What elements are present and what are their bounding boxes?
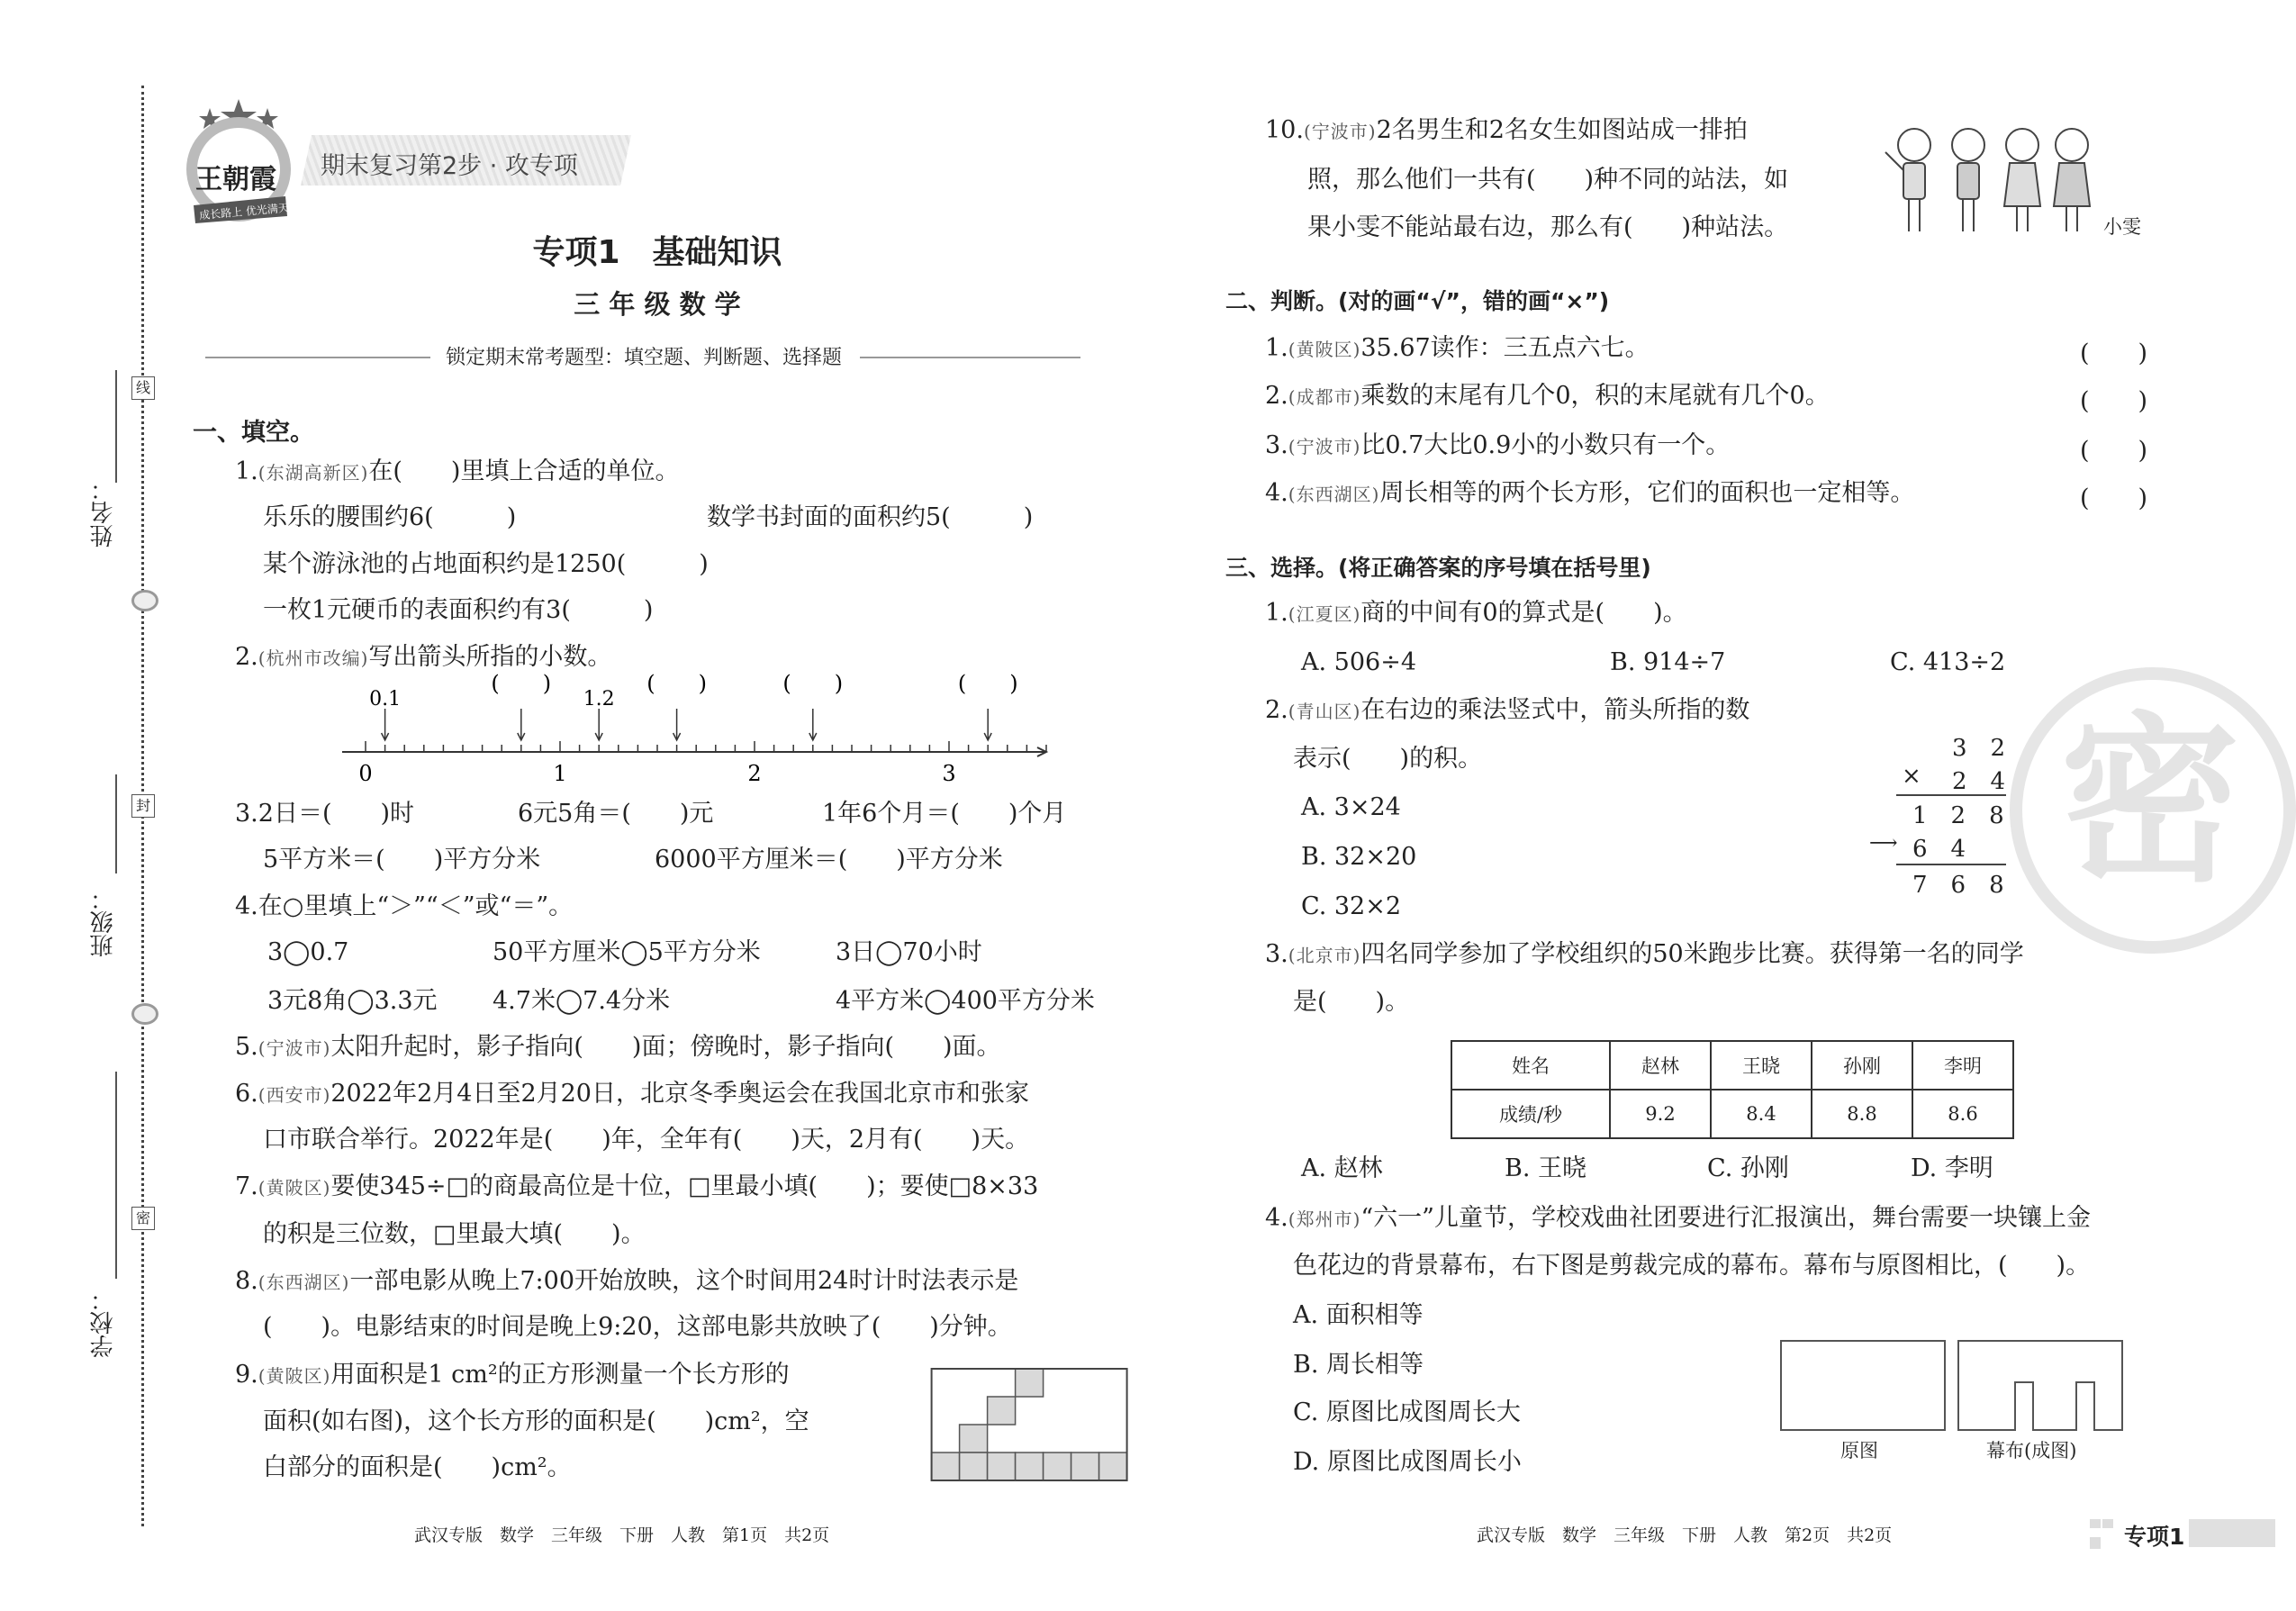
- q-text: 周长相等的两个长方形，它们的面积也一定相等。: [1379, 479, 1915, 507]
- q4-item-f: 4平方米◯400平方分米: [836, 987, 1095, 1015]
- figure-label-original: 原图: [1840, 1440, 1878, 1462]
- table-cell: 成绩/秒: [1451, 1090, 1610, 1138]
- shaded-square: [1016, 1453, 1044, 1480]
- q-text: 写出箭头所指的小数。: [368, 643, 612, 671]
- shaded-square: [988, 1453, 1016, 1480]
- q-number: 3.: [1265, 431, 1288, 459]
- q-region-tag: (东湖高新区): [258, 462, 369, 484]
- q3-item-a: 2日＝( )时: [258, 800, 415, 828]
- arrow-value-label: 1.2: [583, 688, 615, 710]
- q-region-tag: (东西湖区): [258, 1272, 350, 1293]
- watermark-seal: [2006, 667, 2276, 943]
- tick-label: 0: [358, 761, 373, 786]
- q-text: 35.67读作：三五点六七。: [1360, 334, 1650, 362]
- curtain-figures: [1778, 1338, 2125, 1434]
- q-region-tag: (江夏区): [1288, 603, 1361, 625]
- q-number: 6.: [235, 1080, 258, 1108]
- table-cell: 赵林: [1610, 1041, 1711, 1090]
- shaded-square: [988, 1397, 1016, 1425]
- q-text: 四名同学参加了学校组织的50米跑步比赛。获得第一名的同学: [1360, 940, 2024, 968]
- calc-row: 3 2: [1952, 735, 2006, 762]
- question-1: [235, 457, 679, 488]
- q-region-tag: (宁波市): [258, 1037, 331, 1059]
- class-label: 班级：: [90, 887, 117, 957]
- q-region-tag: (黄陂区): [1288, 339, 1361, 360]
- school-underline: [115, 1072, 117, 1279]
- q-number: 1.: [235, 457, 258, 485]
- q-region-tag: (黄陂区): [258, 1177, 331, 1199]
- tick-label: 1: [553, 761, 567, 786]
- choice-q1: [1265, 598, 1687, 629]
- tick-label: 3: [942, 761, 956, 786]
- q-text: 商的中间有0的算式是( )。: [1360, 599, 1687, 627]
- q4-item-b: 50平方厘米◯5平方分米: [493, 938, 761, 966]
- q-number: 10.: [1265, 116, 1304, 144]
- answer-blank: ( ): [491, 671, 552, 696]
- table-header-row: [1451, 1041, 2013, 1090]
- q-number: 4.: [1265, 1204, 1288, 1232]
- option-d: D. 原图比成图周长小: [1293, 1448, 1522, 1476]
- option-c: C. 孙刚: [1707, 1154, 1789, 1182]
- q-text: 要使345÷□的商最高位是十位，□里最小填( )；要使□8×33: [330, 1172, 1039, 1200]
- curtain-shape: [1958, 1341, 2122, 1430]
- watermark-text: 密: [2060, 697, 2241, 907]
- q-text: 比0.7大比0.9小的小数只有一个。: [1360, 431, 1731, 459]
- tagline-rule-left: [205, 357, 430, 358]
- q10-text-cont: 照，那么他们一共有( )种不同的站法，如: [1307, 166, 1789, 194]
- table-cell: 8.8: [1812, 1090, 1912, 1138]
- choice-q2-cont: 表示( )的积。: [1293, 745, 1483, 773]
- question-7: [235, 1172, 1038, 1203]
- q7-text-cont: 的积是三位数，□里最大填( )。: [263, 1220, 646, 1248]
- calc-rule: [1896, 864, 2006, 865]
- four-children-illustration: [1878, 116, 2103, 242]
- option-c: C. 原图比成图周长大: [1293, 1398, 1521, 1426]
- calc-rule: [1896, 794, 2006, 796]
- option-c: C. 32×2: [1301, 892, 1402, 920]
- kid-label: 小雯: [2103, 216, 2141, 238]
- q3-item-b: 6元5角＝( )元: [518, 800, 714, 828]
- margin-mark-line: 线: [131, 376, 155, 400]
- calc-row: 1 2 8: [1912, 802, 2004, 829]
- table-cell: 8.4: [1711, 1090, 1812, 1138]
- tf-item-2: [1265, 381, 1830, 412]
- option-a: A. 赵林: [1301, 1154, 1383, 1182]
- table-cell: 王晓: [1711, 1041, 1812, 1090]
- race-results-table: [1451, 1040, 2014, 1139]
- q-number: 3.: [235, 800, 258, 828]
- q6-text-cont: 口市联合举行。2022年是( )年，全年有( )天，2月有( )天。: [263, 1126, 1030, 1154]
- q-text: 用面积是1 cm²的正方形测量一个长方形的: [330, 1361, 790, 1389]
- multiply-sign: ×: [1902, 763, 1921, 790]
- q9-text-cont: 面积(如右图)，这个长方形的面积是( )cm²，空: [263, 1407, 809, 1435]
- margin-mark-secret: 密: [131, 1207, 155, 1230]
- answer-blank[interactable]: ( ): [2080, 437, 2148, 465]
- question-2: [235, 642, 611, 674]
- table-cell: 李明: [1912, 1041, 2013, 1090]
- answer-blank: ( ): [957, 671, 1018, 696]
- arrow-value-label: 0.1: [369, 688, 402, 710]
- tf-item-1: [1265, 333, 1650, 365]
- option-c: C. 413÷2: [1890, 648, 2006, 676]
- question-4: [235, 891, 573, 922]
- table-cell: 9.2: [1610, 1090, 1711, 1138]
- shaded-square: [960, 1453, 988, 1480]
- q-region-tag: (郑州市): [1288, 1208, 1361, 1230]
- q-number: 2.: [1265, 382, 1288, 410]
- q-region-tag: (杭州市改编): [258, 647, 369, 669]
- tf-item-4: [1265, 478, 1914, 510]
- shaded-square: [1016, 1369, 1044, 1397]
- option-b: B. 32×20: [1301, 843, 1417, 871]
- answer-blank: ( ): [646, 671, 707, 696]
- choice-q3-cont: 是( )。: [1293, 988, 1410, 1016]
- section-heading-fill-blank: 一、填空。: [193, 419, 314, 447]
- q10-text-cont2: 果小雯不能站最右边，那么有( )种站法。: [1307, 213, 1789, 241]
- q-text: 2022年2月4日至2月20日，北京冬季奥运会在我国北京市和张家: [330, 1080, 1029, 1108]
- shaded-square: [1099, 1453, 1127, 1480]
- shaded-square: [1044, 1453, 1071, 1480]
- brand-slogan: 成长路上 优光满天: [198, 201, 290, 222]
- option-b: B. 914÷7: [1610, 648, 1726, 676]
- section-heading-true-false: 二、判断。(对的画“√”，错的画“×”): [1225, 288, 1610, 314]
- q1-item-b: 数学书封面的面积约5( ): [707, 503, 1034, 531]
- original-rectangle: [1781, 1341, 1945, 1430]
- q-number: 8.: [235, 1267, 258, 1295]
- q-region-tag: (成都市): [1288, 386, 1361, 408]
- school-label: 学校：: [90, 1288, 117, 1358]
- q-text: 一部电影从晚上7:00开始放映，这个时间用24时计时法表示是: [349, 1267, 1019, 1295]
- tick-label: 2: [747, 761, 762, 786]
- q-text: 2名男生和2名女生如图站成一排拍: [1376, 116, 1748, 144]
- table-cell: 姓名: [1451, 1041, 1610, 1090]
- option-a: A. 3×24: [1301, 793, 1401, 821]
- q-number: 1.: [1265, 599, 1288, 627]
- option-a: A. 506÷4: [1301, 648, 1416, 676]
- number-line: [333, 671, 1062, 792]
- answer-blank: ( ): [782, 671, 844, 696]
- option-b: B. 周长相等: [1293, 1351, 1424, 1379]
- q-text: 在( )里填上合适的单位。: [368, 457, 680, 485]
- choice-q4: [1265, 1203, 2091, 1235]
- q4-item-c: 3日◯70小时: [836, 938, 982, 966]
- q-number: 2.: [1265, 696, 1288, 724]
- q-text: 在右边的乘法竖式中，箭头所指的数: [1360, 696, 1750, 724]
- q-region-tag: (宁波市): [1303, 121, 1377, 142]
- q-number: 7.: [235, 1172, 258, 1200]
- answer-blank[interactable]: ( ): [2080, 387, 2148, 415]
- calc-row: 6 4: [1912, 836, 1966, 863]
- question-8: [235, 1266, 1018, 1298]
- tf-item-3: [1265, 430, 1730, 462]
- brand-logo: [176, 99, 302, 225]
- shaded-square: [960, 1425, 988, 1453]
- q-region-tag: (黄陂区): [258, 1365, 331, 1387]
- footer-right: 武汉专版 数学 三年级 下册 人教 第2页 共2页: [1477, 1525, 1893, 1545]
- q-number: 4.: [1265, 479, 1288, 507]
- banner-text: 期末复习第2步 · 攻专项: [321, 152, 578, 180]
- choice-q2: [1265, 695, 1749, 727]
- q-region-tag: (西安市): [258, 1084, 331, 1106]
- q3-item-e: 6000平方厘米＝( )平方分米: [655, 846, 1003, 873]
- q-region-tag: (宁波市): [1288, 436, 1361, 457]
- vertical-multiplication: [1869, 729, 2004, 910]
- q-number: 9.: [235, 1361, 258, 1389]
- figure-label-curtain: 幕布(成图): [1986, 1440, 2077, 1462]
- calc-row: 7 6 8: [1912, 872, 2004, 899]
- option-b: B. 王晓: [1505, 1154, 1587, 1182]
- calc-row: 2 4: [1952, 768, 2006, 795]
- question-6: [235, 1079, 1029, 1110]
- q-text: 乘数的末尾有几个0，积的末尾就有几个0。: [1360, 382, 1830, 410]
- q-number: 2.: [235, 643, 258, 671]
- q-text: 太阳升起时，影子指向( )面；傍晚时，影子指向( )面。: [330, 1033, 1001, 1061]
- q-number: 1.: [1265, 334, 1288, 362]
- name-underline: [115, 370, 117, 483]
- swirl-icon: [131, 1003, 158, 1025]
- section-heading-choice: 三、选择。(将正确答案的序号填在括号里): [1225, 555, 1651, 581]
- page-subtitle: 三 年 级 数 学: [574, 289, 741, 320]
- brand-name: 王朝霞: [195, 164, 276, 195]
- tagline: 锁定期末常考题型：填空题、判断题、选择题: [446, 347, 843, 369]
- q3-item-c: 1年6个月＝( )个月: [822, 800, 1067, 828]
- page-title: 专项1 基础知识: [532, 234, 782, 271]
- tagline-rule-right: [860, 357, 1080, 358]
- table-row: [1451, 1090, 2013, 1138]
- q3-item-d: 5平方米＝( )平方分米: [263, 846, 541, 873]
- answer-blank[interactable]: ( ): [2080, 339, 2148, 367]
- table-cell: 8.6: [1912, 1090, 2013, 1138]
- badge-text: 专项1: [2124, 1524, 2185, 1550]
- q4-item-d: 3元8角◯3.3元: [267, 987, 438, 1015]
- shaded-square: [932, 1453, 960, 1480]
- question-9: [235, 1360, 790, 1391]
- q1-item-a: 乐乐的腰围约6( ): [263, 503, 517, 531]
- q9-text-cont2: 白部分的面积是( )cm²。: [263, 1453, 572, 1481]
- q1-item-d: 一枚1元硬币的表面积约有3( ): [263, 596, 654, 624]
- table-cell: 孙刚: [1812, 1041, 1912, 1090]
- answer-blank[interactable]: ( ): [2080, 484, 2148, 512]
- question-5: [235, 1032, 1001, 1063]
- q-region-tag: (东西湖区): [1288, 484, 1380, 505]
- q8-text-cont: ( )。电影结束的时间是晚上9:20，这部电影共放映了( )分钟。: [263, 1313, 1012, 1341]
- footer-left: 武汉专版 数学 三年级 下册 人教 第1页 共2页: [414, 1525, 830, 1545]
- q-text: “六一”儿童节，学校戏曲社团要进行汇报演出，舞台需要一块镶上金: [1360, 1204, 2091, 1232]
- pointer-arrow-icon: ⟶: [1869, 832, 1898, 855]
- q-text: 在○里填上“＞”“＜”或“＝”。: [258, 892, 574, 920]
- q4-item-a: 3◯0.7: [267, 938, 349, 966]
- choice-q3: [1265, 939, 2024, 971]
- swirl-icon: [131, 590, 158, 611]
- q4-item-e: 4.7米◯7.4分米: [493, 987, 671, 1015]
- q-region-tag: (青山区): [1288, 701, 1361, 722]
- question-10: [1265, 115, 1748, 147]
- shaded-square: [1071, 1453, 1099, 1480]
- section-badge: [2090, 1519, 2275, 1549]
- margin-mark-seal: 封: [131, 794, 155, 818]
- name-label: 姓名：: [90, 477, 117, 548]
- option-d: D. 李明: [1911, 1154, 1993, 1182]
- q-number: 3.: [1265, 940, 1288, 968]
- q9-grid-figure: [931, 1368, 1131, 1485]
- question-3: [235, 799, 414, 829]
- q-number: 5.: [235, 1033, 258, 1061]
- q1-item-c: 某个游泳池的占地面积约是1250( ): [263, 550, 709, 578]
- q-region-tag: (北京市): [1288, 945, 1361, 966]
- choice-q4-cont: 色花边的背景幕布，右下图是剪裁完成的幕布。幕布与原图相比，( )。: [1293, 1252, 2091, 1280]
- q-number: 4.: [235, 892, 258, 920]
- class-underline: [115, 774, 117, 873]
- option-a: A. 面积相等: [1293, 1301, 1424, 1329]
